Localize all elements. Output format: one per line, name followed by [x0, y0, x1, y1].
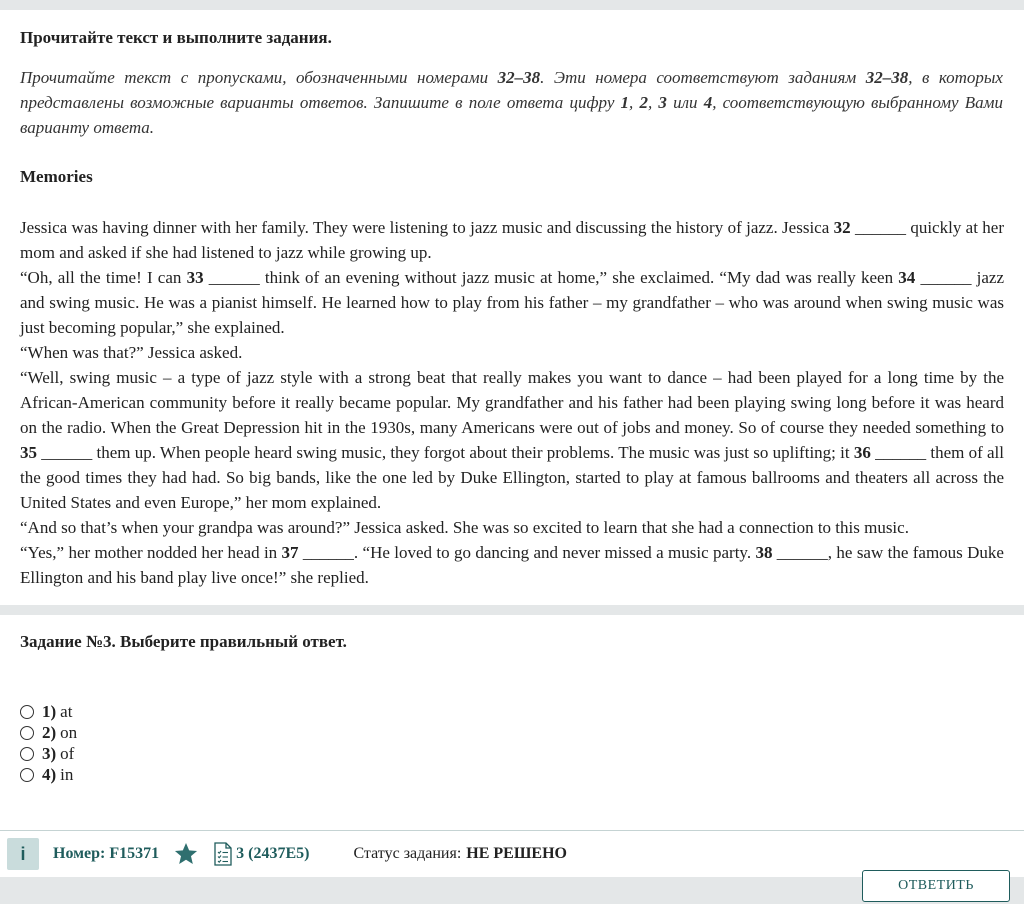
- status-value: НЕ РЕШЕНО: [466, 845, 567, 862]
- option-2[interactable]: [20, 722, 77, 743]
- story-text: [20, 215, 1004, 590]
- option-text: at: [60, 702, 73, 721]
- answer-options: [20, 701, 77, 785]
- story-sentence: ______ them up. When people heard swing music, they forgot about their problems. The music was just so uplifting; it: [37, 443, 854, 462]
- option-number: 2): [42, 723, 57, 742]
- top-strip: [0, 0, 1024, 10]
- option-number: 4): [42, 765, 57, 784]
- instructions-range: 32–38: [497, 68, 541, 87]
- star-icon[interactable]: [173, 841, 199, 867]
- option-1[interactable]: [20, 701, 77, 722]
- question-panel: [0, 615, 1024, 830]
- answer-button[interactable]: ОТВЕТИТЬ: [862, 870, 1010, 902]
- gap-number-35: 35: [20, 443, 37, 462]
- info-button[interactable]: i: [7, 838, 39, 870]
- option-text: in: [60, 765, 74, 784]
- variant-link[interactable]: 3 (2437E5): [236, 845, 310, 862]
- option-text: on: [60, 723, 78, 742]
- story-paragraph: [20, 340, 1004, 365]
- story-sentence: “Yes,” her mother nodded her head in: [20, 543, 282, 562]
- instructions-text: ,: [647, 93, 659, 112]
- story-sentence: ______ jazz and swing music. He was a pianist himself. He learned how to play from his father – my grandfather – who was around when swing music was just becoming popular,” she explained.: [20, 268, 1004, 337]
- story-paragraph: [20, 265, 1004, 340]
- status-label: Статус задания:: [353, 845, 462, 862]
- radio-button[interactable]: [20, 726, 34, 740]
- instructions: [20, 65, 1003, 140]
- gap-number-37: 37: [281, 543, 299, 562]
- gap-number-32: 32: [833, 218, 851, 237]
- radio-button[interactable]: [20, 747, 34, 761]
- instructions-digit: 3: [658, 93, 667, 112]
- instructions-digit: 1: [620, 93, 630, 112]
- story-sentence: ______ quickly at her mom and asked if she had listened to jazz while growing up.: [20, 218, 1005, 262]
- option-4[interactable]: [20, 764, 77, 785]
- story-title: Memories: [20, 167, 93, 186]
- checklist-document-icon[interactable]: [213, 842, 233, 866]
- story-sentence: “Oh, all the time! I can: [20, 268, 187, 287]
- option-number: 1): [42, 702, 57, 721]
- story-sentence: ______ them of all the good times they had had. So big bands, like the one led by Duke Ellington, started to play at famous ballrooms and theaters all across the United States and even Europe,” her mom explained.: [20, 443, 1004, 512]
- radio-button[interactable]: [20, 705, 34, 719]
- story-sentence: ______ think of an evening without jazz music at home,” she exclaimed. “My dad was really keen: [203, 268, 899, 287]
- instructions-text: , в которых представлены возможные варианты ответов. Запишите в поле ответа цифру: [20, 68, 1003, 112]
- gap-number-33: 33: [186, 268, 204, 287]
- story-paragraph: [20, 540, 1004, 590]
- story-paragraph: [20, 215, 1004, 265]
- instructions-text: , соответствующую выбранному Вами варианту ответа.: [20, 93, 1004, 137]
- instructions-text: ,: [629, 93, 640, 112]
- story-sentence: “Well, swing music – a type of jazz style with a strong beat that really makes you want to dance – had been played for a long time by the African-American community before it really became popular. My grandfather and his father had been playing swing long before it was heard on the radio. When the Great Depression hit in the 1930s, many Americans were out of jobs and money. So of course they needed something to: [20, 368, 1004, 437]
- task-number: Номер: F15371: [53, 845, 160, 862]
- story-paragraph: [20, 365, 1004, 515]
- instructions-text: . Эти номера соответствуют заданиям: [540, 68, 866, 87]
- gap-number-36: 36: [853, 443, 871, 462]
- instructions-text: или: [666, 93, 704, 112]
- gap-number-38: 38: [755, 543, 773, 562]
- instructions-digit: 2: [639, 93, 648, 112]
- text-heading: Прочитайте текст и выполните задания.: [20, 28, 332, 47]
- instructions-range: 32–38: [865, 68, 909, 87]
- story-paragraph: [20, 515, 1004, 540]
- instructions-digit: 4: [703, 93, 713, 112]
- option-text: of: [60, 744, 75, 763]
- radio-button[interactable]: [20, 768, 34, 782]
- story-sentence: Jessica was having dinner with her family. They were listening to jazz music and discussing the history of jazz. Jessica: [20, 218, 834, 237]
- story-sentence: “And so that’s when your grandpa was around?” Jessica asked. She was so excited to learn that she had a connection to this music.: [20, 518, 909, 537]
- question-heading: Задание №3. Выберите правильный ответ.: [20, 632, 347, 651]
- story-sentence: ______, he saw the famous Duke Ellington and his band play live once!” she replied.: [20, 543, 1004, 587]
- gap-number-34: 34: [898, 268, 916, 287]
- instructions-text: Прочитайте текст с пропусками, обозначенными номерами: [20, 68, 498, 87]
- option-3[interactable]: [20, 743, 77, 764]
- option-number: 3): [42, 744, 57, 763]
- text-panel: [0, 10, 1024, 605]
- story-sentence: “When was that?” Jessica asked.: [20, 343, 243, 362]
- story-sentence: ______. “He loved to go dancing and never missed a music party.: [298, 543, 756, 562]
